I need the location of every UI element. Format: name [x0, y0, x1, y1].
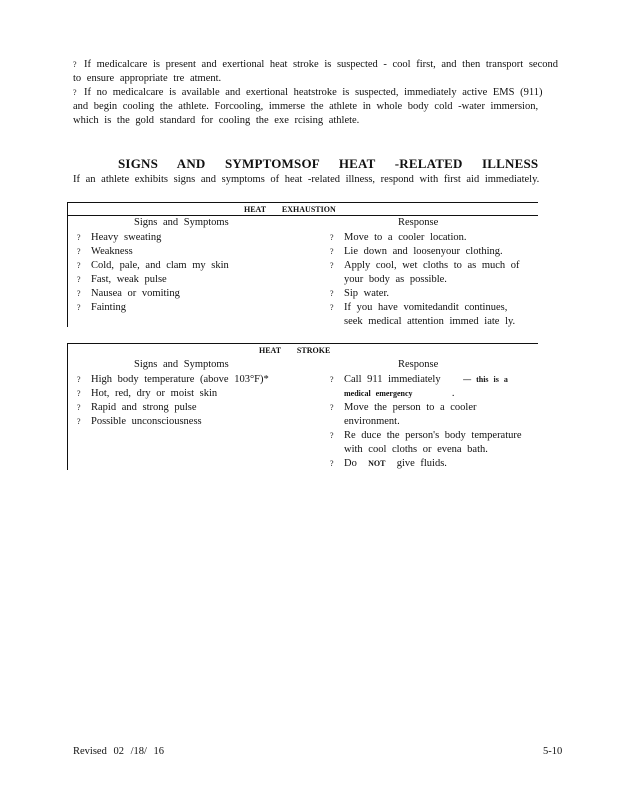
table-top-border — [68, 202, 538, 203]
list-item: ? Rapid and strong pulse — [77, 402, 197, 413]
table-top-border — [68, 343, 538, 344]
list-item: ? High body temperature (above 103°F)* — [77, 374, 269, 385]
bullet-marker: ? — [73, 60, 77, 69]
page-number: 5-10 — [543, 746, 563, 757]
bullet-marker: ? — [73, 88, 77, 97]
paragraph-line: and begin cooling the athlete. Forcooling, immerse the athlete in whole body cold -water immersion, — [73, 101, 539, 112]
heat-stroke-title: HEAT STROKE — [259, 346, 331, 355]
paragraph-line: to ensure appropriate tre atment. — [73, 73, 222, 84]
table-header-divider — [68, 215, 538, 216]
list-item: ? Fainting — [77, 302, 127, 313]
list-item: ? Do NOT give fluids. — [330, 458, 447, 469]
signs-column-header: Signs and Symptoms — [134, 217, 229, 228]
emergency-note: medical emergency — [344, 389, 413, 398]
heat-exhaustion-table — [67, 202, 538, 327]
list-item: ? If you have vomitedandit continues, seek medical attention immed iate ly. — [330, 302, 516, 327]
revised-date: Revised 02 /18/ 16 — [73, 746, 165, 757]
emergency-note: — this is a — [463, 375, 508, 384]
emphasis-not: NOT — [368, 459, 386, 468]
list-item: ? Fast, weak pulse — [77, 274, 167, 285]
list-item: ? Apply cool, wet cloths to as much of your body as possible. — [330, 260, 520, 285]
list-item: ? Nausea or vomiting — [77, 288, 180, 299]
list-item: ? Move to a cooler location. — [330, 232, 467, 243]
list-item: ? Call 911 immediately — this is a medical emergency . — [330, 374, 508, 399]
response-column-header: Response — [398, 217, 439, 228]
list-item: ? Possible unconsciousness — [77, 416, 202, 427]
list-item: ? Cold, pale, and clam my skin — [77, 260, 229, 271]
paragraph-line: If medicalcare is present and exertional heat stroke is suspected - cool first, and then transport second — [84, 59, 558, 70]
paragraph-medical-care-present — [73, 58, 573, 86]
section-intro: If an athlete exhibits signs and symptoms of heat -related illness, respond with first aid immediately. — [73, 174, 540, 185]
response-column-header: Response — [398, 359, 439, 370]
list-item: ? Move the person to a cooler environment. — [330, 402, 477, 427]
list-item: ? Sip water. — [330, 288, 389, 299]
signs-column-header: Signs and Symptoms — [134, 359, 229, 370]
paragraph-line: which is the gold standard for cooling the exe rcising athlete. — [73, 115, 360, 126]
list-item: ? Hot, red, dry or moist skin — [77, 388, 218, 399]
list-item: ? Lie down and loosenyour clothing. — [330, 246, 503, 257]
section-heading: SIGNS AND SYMPTOMSOF HEAT -RELATED ILLNESS — [118, 156, 539, 171]
heat-exhaustion-title: HEAT EXHAUSTION — [244, 205, 336, 214]
list-item: ? Weakness — [77, 246, 133, 257]
paragraph-line: If no medicalcare is available and exertional heatstroke is suspected, immediately active EMS (911) — [84, 87, 543, 98]
list-item: ? Heavy sweating — [77, 232, 162, 243]
paragraph-no-medical-care — [73, 86, 573, 128]
heat-stroke-table — [67, 343, 538, 470]
list-item: ? Re duce the person's body temperature with cool cloths or evena bath. — [330, 430, 522, 455]
